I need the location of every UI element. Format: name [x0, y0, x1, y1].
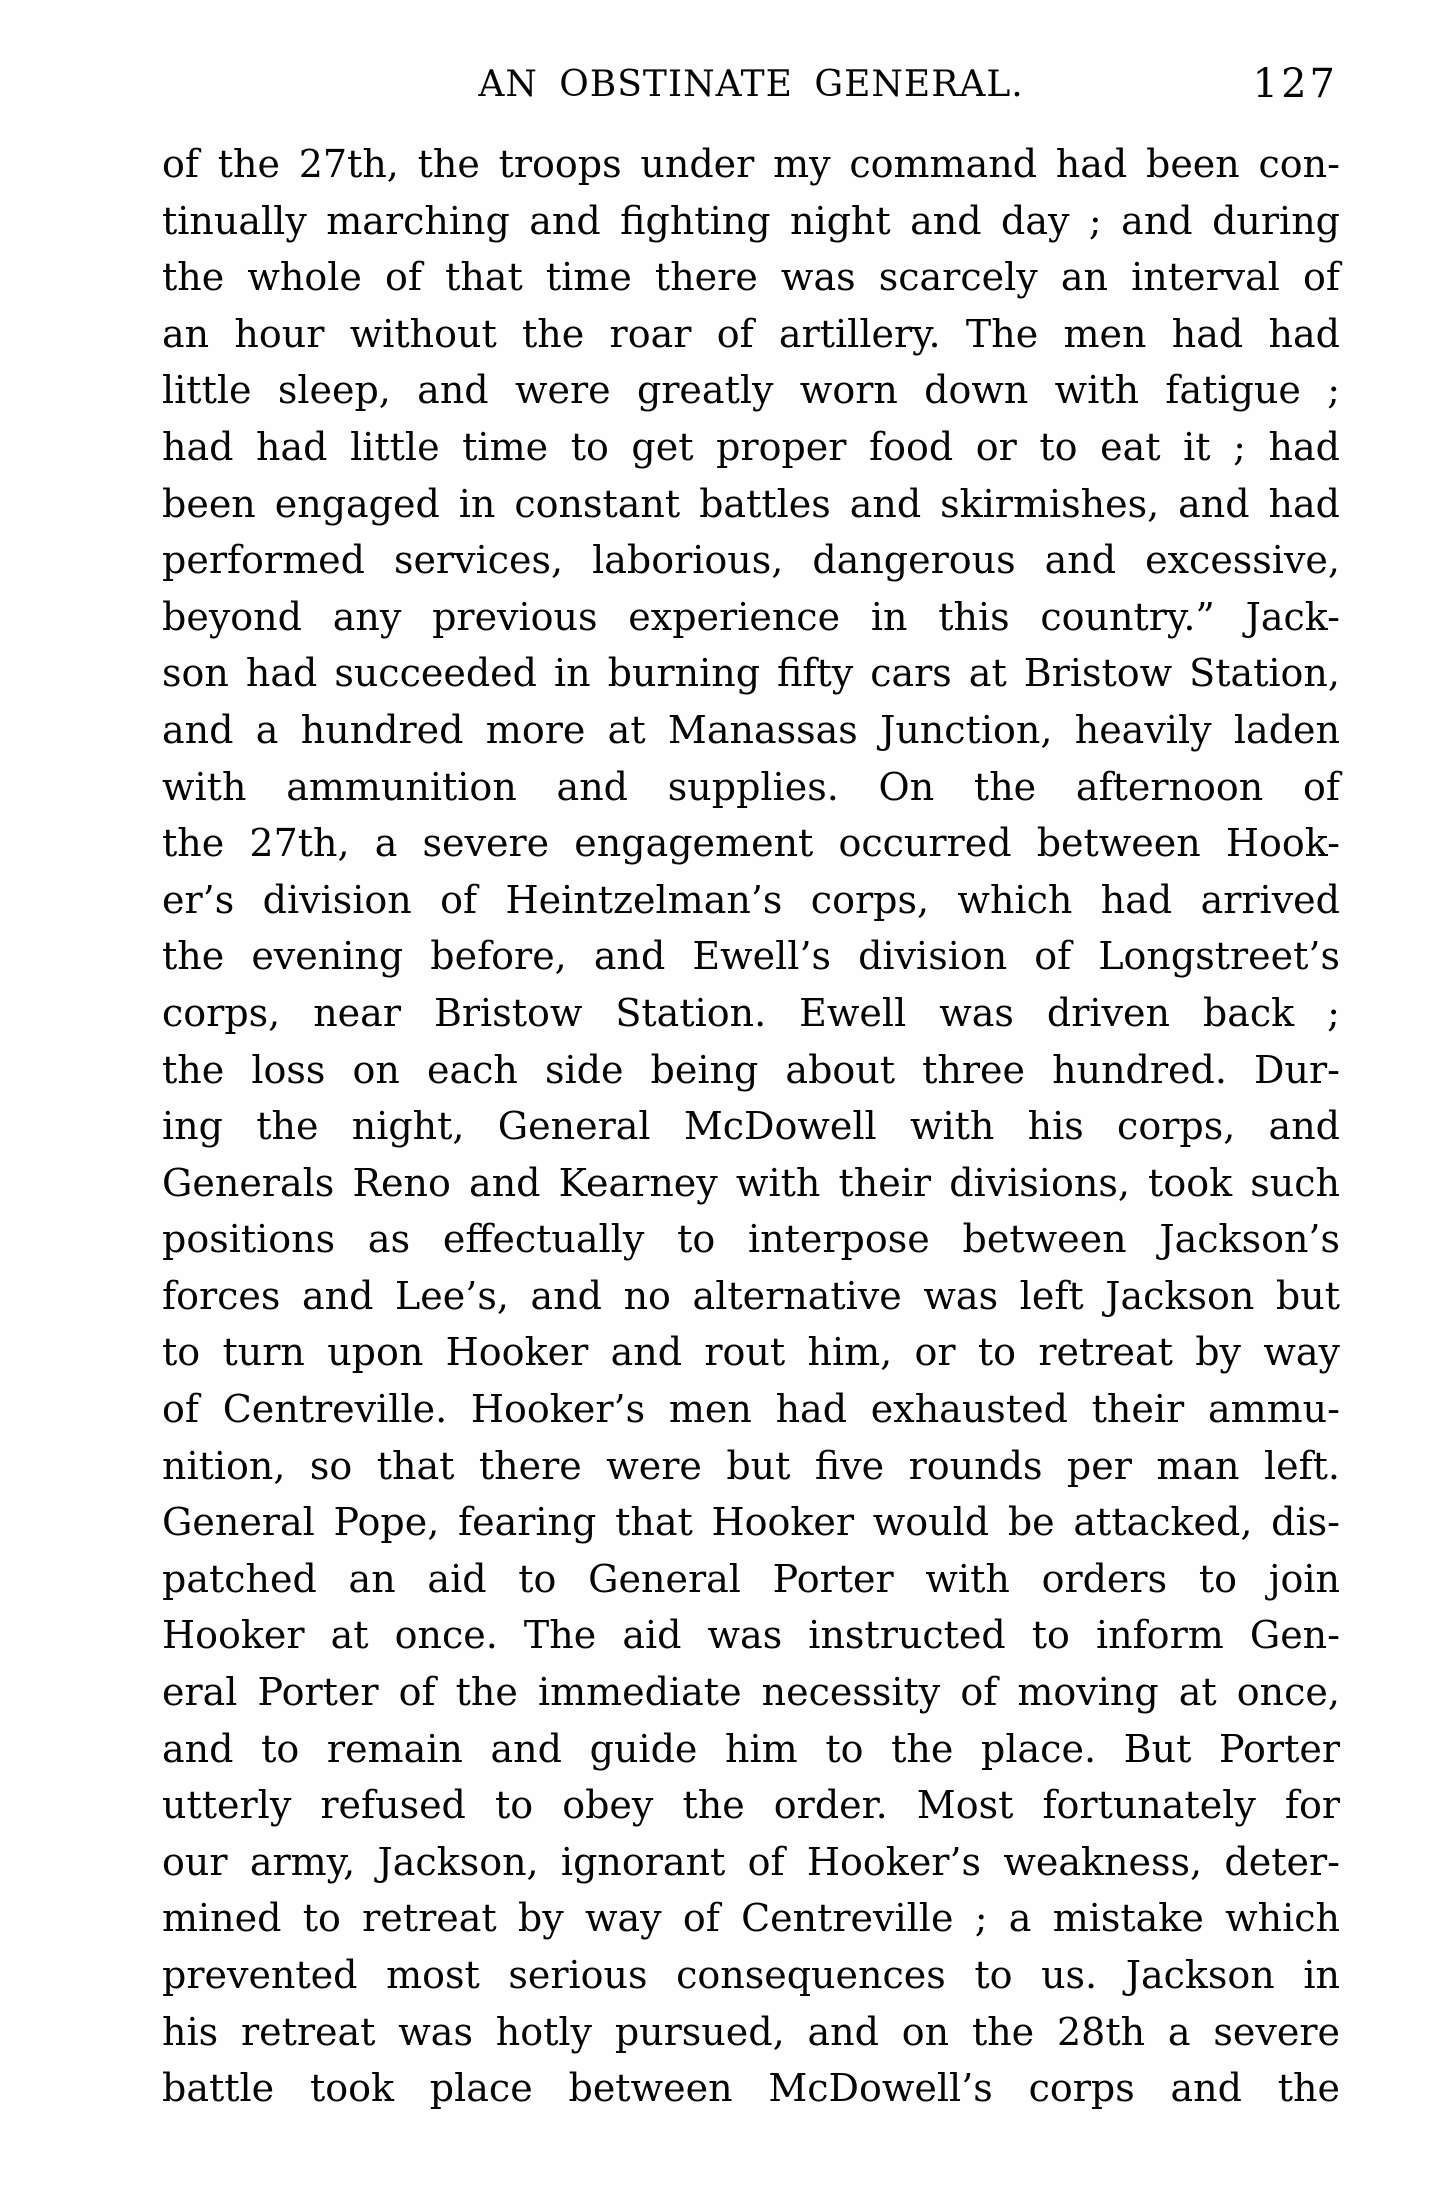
text-line: eral Porter of the immediate necessity of moving at once,: [162, 1670, 1340, 1715]
text-line: son had succeeded in burning fifty cars at Bristow Station,: [162, 651, 1340, 696]
text-line: to turn upon Hooker and rout him, or to retreat by way: [162, 1330, 1340, 1375]
text-line: the whole of that time there was scarcely an interval of: [162, 255, 1340, 300]
text-line: the loss on each side being about three hundred. Dur-: [162, 1047, 1340, 1092]
text-line: beyond any previous experience in this country.” Jack-: [162, 594, 1340, 639]
text-line: forces and Lee’s, and no alternative was left Jackson but: [162, 1273, 1340, 1318]
text-line: of the 27th, the troops under my command had been con-: [162, 142, 1340, 186]
body-text: [162, 136, 1340, 2117]
text-line: his retreat was hotly pursued, and on the 28th a severe: [162, 2009, 1340, 2054]
text-line: utterly refused to obey the order. Most fortunately for: [162, 1783, 1340, 1828]
text-line: an hour without the roar of artillery. The men had had: [162, 311, 1340, 356]
text-line: battle took place between McDowell’s corps and the: [162, 2066, 1340, 2111]
text-line: ing the night, General McDowell with his corps, and: [162, 1104, 1340, 1149]
text-line: mined to retreat by way of Centreville ; a mistake which: [162, 1896, 1340, 1941]
text-line: performed services, laborious, dangerous and excessive,: [162, 538, 1340, 583]
text-line: corps, near Bristow Station. Ewell was driven back ;: [162, 990, 1340, 1035]
text-line: patched an aid to General Porter with orders to join: [162, 1556, 1340, 1601]
text-line: Hooker at once. The aid was instructed to inform Gen-: [162, 1613, 1340, 1658]
text-line: nition, so that there were but five rounds per man left.: [162, 1443, 1340, 1488]
text-line: tinually marching and fighting night and day ; and during: [162, 198, 1340, 243]
text-line: been engaged in constant battles and skirmishes, and had: [162, 481, 1340, 526]
page-header: [162, 61, 1340, 114]
page-number: 127: [1252, 61, 1338, 107]
text-line: positions as effectually to interpose between Jackson’s: [162, 1217, 1340, 1262]
text-line: little sleep, and were greatly worn down with fatigue ;: [162, 368, 1340, 413]
text-line: and a hundred more at Manassas Junction, heavily laden: [162, 707, 1340, 752]
text-line: er’s division of Heintzelman’s corps, which had arrived: [162, 877, 1340, 922]
text-line: the 27th, a severe engagement occurred between Hook-: [162, 821, 1340, 866]
text-line: Generals Reno and Kearney with their divisions, took such: [162, 1160, 1340, 1205]
text-line: of Centreville. Hooker’s men had exhausted their ammu-: [162, 1387, 1340, 1432]
text-line: had had little time to get proper food or to eat it ; had: [162, 424, 1340, 469]
text-line: the evening before, and Ewell’s division of Longstreet’s: [162, 934, 1340, 979]
text-line: General Pope, fearing that Hooker would be attacked, dis-: [162, 1500, 1340, 1545]
text-line: with ammunition and supplies. On the afternoon of: [162, 764, 1340, 809]
running-title: AN OBSTINATE GENERAL.: [478, 64, 1024, 105]
text-line: and to remain and guide him to the place. But Porter: [162, 1726, 1340, 1771]
text-line: prevented most serious consequences to us. Jackson in: [162, 1953, 1340, 1997]
text-line: our army, Jackson, ignorant of Hooker’s weakness, deter-: [162, 1839, 1340, 1884]
